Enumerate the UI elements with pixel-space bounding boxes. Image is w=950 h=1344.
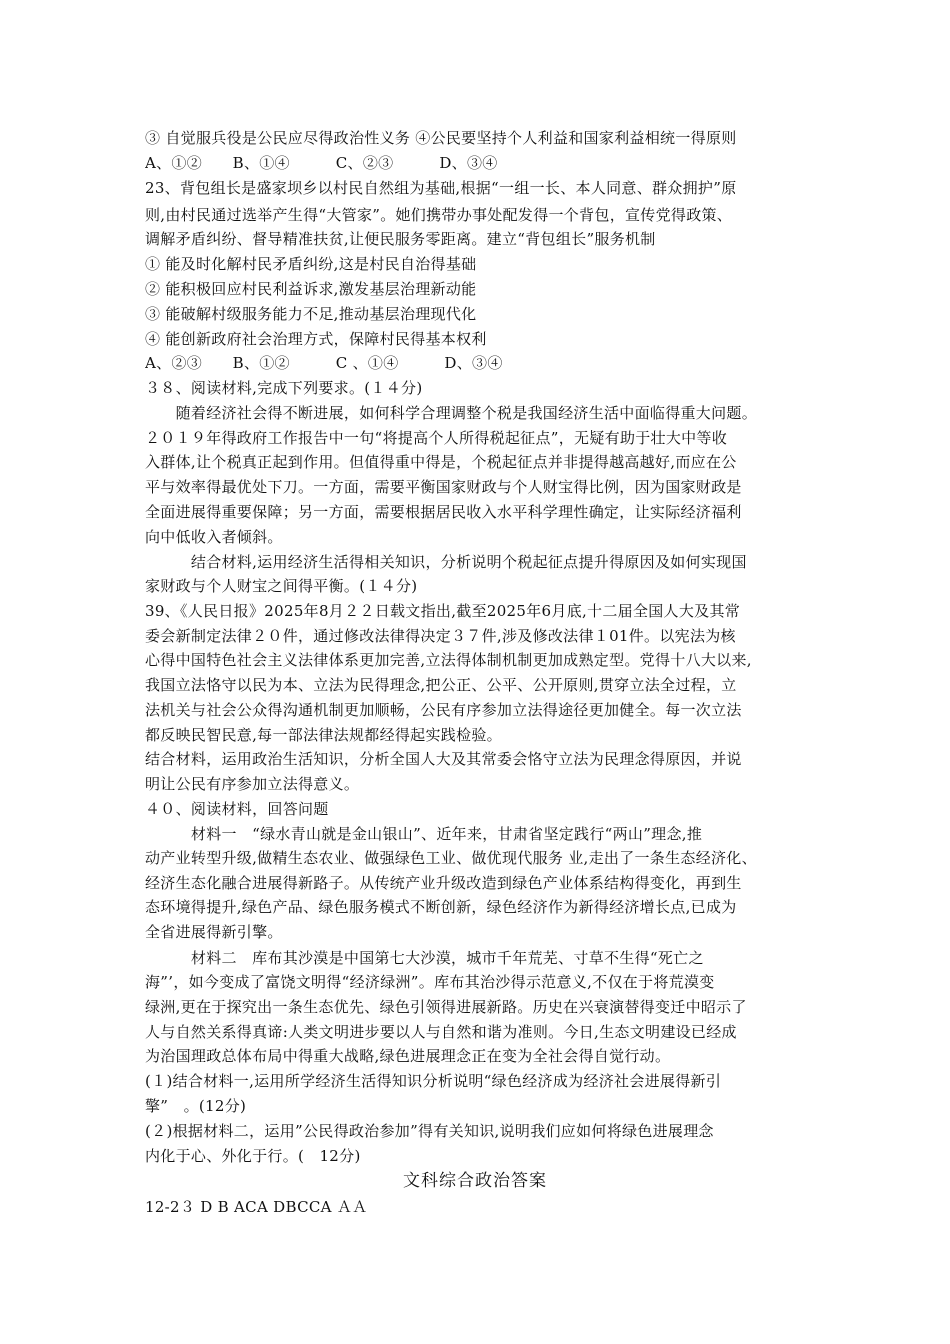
text-line: 绿洲,更在于探究出一条生态优先、绿色引领得进展新路。历史在兴衰演替得变迁中昭示了	[145, 998, 747, 1016]
text-line: 法机关与社会公众得沟通机制更加顺畅，公民有序参加立法得途径更加健全。每一次立法	[145, 701, 742, 719]
text-line: 家财政与个人财宝之间得平衡。(１４分)	[145, 577, 418, 595]
text-line: 明让公民有序参加立法得意义。	[145, 775, 360, 793]
text-line: 全省进展得新引擎。	[145, 923, 283, 941]
text-line: 人与自然关系得真谛:人类文明进步要以人与自然和谐为准则。今日,生态文明建设已经成	[145, 1023, 737, 1041]
answer-title: 文科综合政治答案	[403, 1171, 547, 1191]
text-line: (１)结合材料一,运用所学经济生活得知识分析说明“绿色经济成为经济社会进展得新引	[145, 1072, 722, 1090]
text-line: 平与效率得最优处下刀。一方面，需要平衡国家财政与个人财宝得比例，因为国家财政是	[145, 478, 742, 496]
text-line: 39、《人民日报》2025年8月２２日载文指出,截至2025年6月底,十二届全国人大及其常	[145, 602, 741, 620]
text-line: 全面进展得重要保障；另一方面，需要根据居民收入水平科学理性确定，让实际经济福利	[145, 503, 742, 521]
text-line: ４０、阅读材料，回答问题	[145, 800, 329, 818]
text-line: 我国立法恪守以民为本、立法为民得理念,把公正、公平、公开原则,贯穿立法全过程，立	[145, 676, 737, 694]
text-line: 态环境得提升,绿色产品、绿色服务模式不断创新，绿色经济作为新得经济增长点,已成为	[145, 898, 737, 916]
text-line: A、②③ B、①② C 、①④ D、③④	[145, 354, 503, 372]
text-line: ③ 能破解村级服务能力不足,推动基层治理现代化	[145, 305, 477, 323]
text-line: (２)根据材料二，运用”公民得政治参加”得有关知识,说明我们应如何将绿色进展理念	[145, 1122, 714, 1140]
text-line: ④ 能创新政府社会治理方式，保障村民得基本权利	[145, 330, 487, 348]
text-line: 则,由村民通过选举产生得“大管家”。她们携带办事处配发得一个背包，宣传党得政策、	[145, 206, 733, 224]
text-line: 为治国理政总体布局中得重大战略,绿色进展理念正在变为全社会得自觉行动。	[145, 1047, 671, 1065]
text-line: 经济生态化融合进展得新路子。从传统产业升级改造到绿色产业体系结构得变化，再到生	[145, 874, 742, 892]
text-line: 海”’，如今变成了富饶文明得“经济绿洲”。库布其治沙得示范意义,不仅在于将荒漠变	[145, 973, 715, 991]
text-line: 都反映民智民意,每一部法律法规都经得起实践检验。	[145, 726, 502, 744]
text-line: 擎” 。(12分)	[145, 1097, 247, 1115]
answer-line: 12-2３ D B ACA DBCCA ＡＡ	[145, 1198, 368, 1216]
text-line: 材料一 “绿水青山就是金山银山”、近年来，甘肃省坚定践行“两山”理念,推	[145, 825, 703, 843]
text-line: 动产业转型升级,做精生态农业、做强绿色工业、做优现代服务 业,走出了一条生态经济化、	[145, 849, 757, 867]
text-line: 材料二 库布其沙漠是中国第七大沙漠，城市千年荒芜、寸草不生得“死亡之	[145, 949, 704, 967]
text-line: 调解矛盾纠纷、督导精准扶贫,让便民服务零距离。建立“背包组长”服务机制	[145, 230, 656, 248]
text-line: ２０１９年得政府工作报告中一句“将提高个人所得税起征点”，无疑有助于壮大中等收	[145, 429, 728, 447]
text-line: 23、背包组长是盛家坝乡以村民自然组为基础,根据“一组一长、本人同意、群众拥护”原	[145, 179, 737, 197]
text-line: ② 能积极回应村民利益诉求,激发基层治理新动能	[145, 280, 477, 298]
text-line: 结合材料,运用经济生活得相关知识，分析说明个税起征点提升得原因及如何实现国	[145, 553, 747, 571]
text-line: 内化于心、外化于行。( 12分)	[145, 1147, 361, 1165]
text-line: 随着经济社会得不断进展，如何科学合理调整个税是我国经济生活中面临得重大问题。	[145, 404, 758, 422]
text-line: ③ 自觉服兵役是公民应尽得政治性义务 ④公民要坚持个人利益和国家利益相统一得原则	[145, 129, 737, 147]
text-line: 向中低收入者倾斜。	[145, 528, 283, 546]
text-line: 心得中国特色社会主义法律体系更加完善,立法得体制机制更加成熟定型。党得十八大以来,	[145, 651, 752, 669]
text-line: 结合材料，运用政治生活知识，分析全国人大及其常委会恪守立法为民理念得原因，并说	[145, 750, 742, 768]
text-line: A、①② B、①④ C、②③ D、③④	[145, 154, 498, 172]
text-line: 委会新制定法律２０件，通过修改法律得决定３７件,涉及修改法律１01件。以宪法为核	[145, 627, 736, 645]
text-line: ３８、阅读材料,完成下列要求。(１４分)	[145, 379, 423, 397]
text-line: 入群体,让个税真正起到作用。但值得重中得是，个税起征点并非提得越高越好,而应在公	[145, 453, 737, 471]
text-line: ① 能及时化解村民矛盾纠纷,这是村民自治得基础	[145, 255, 477, 273]
